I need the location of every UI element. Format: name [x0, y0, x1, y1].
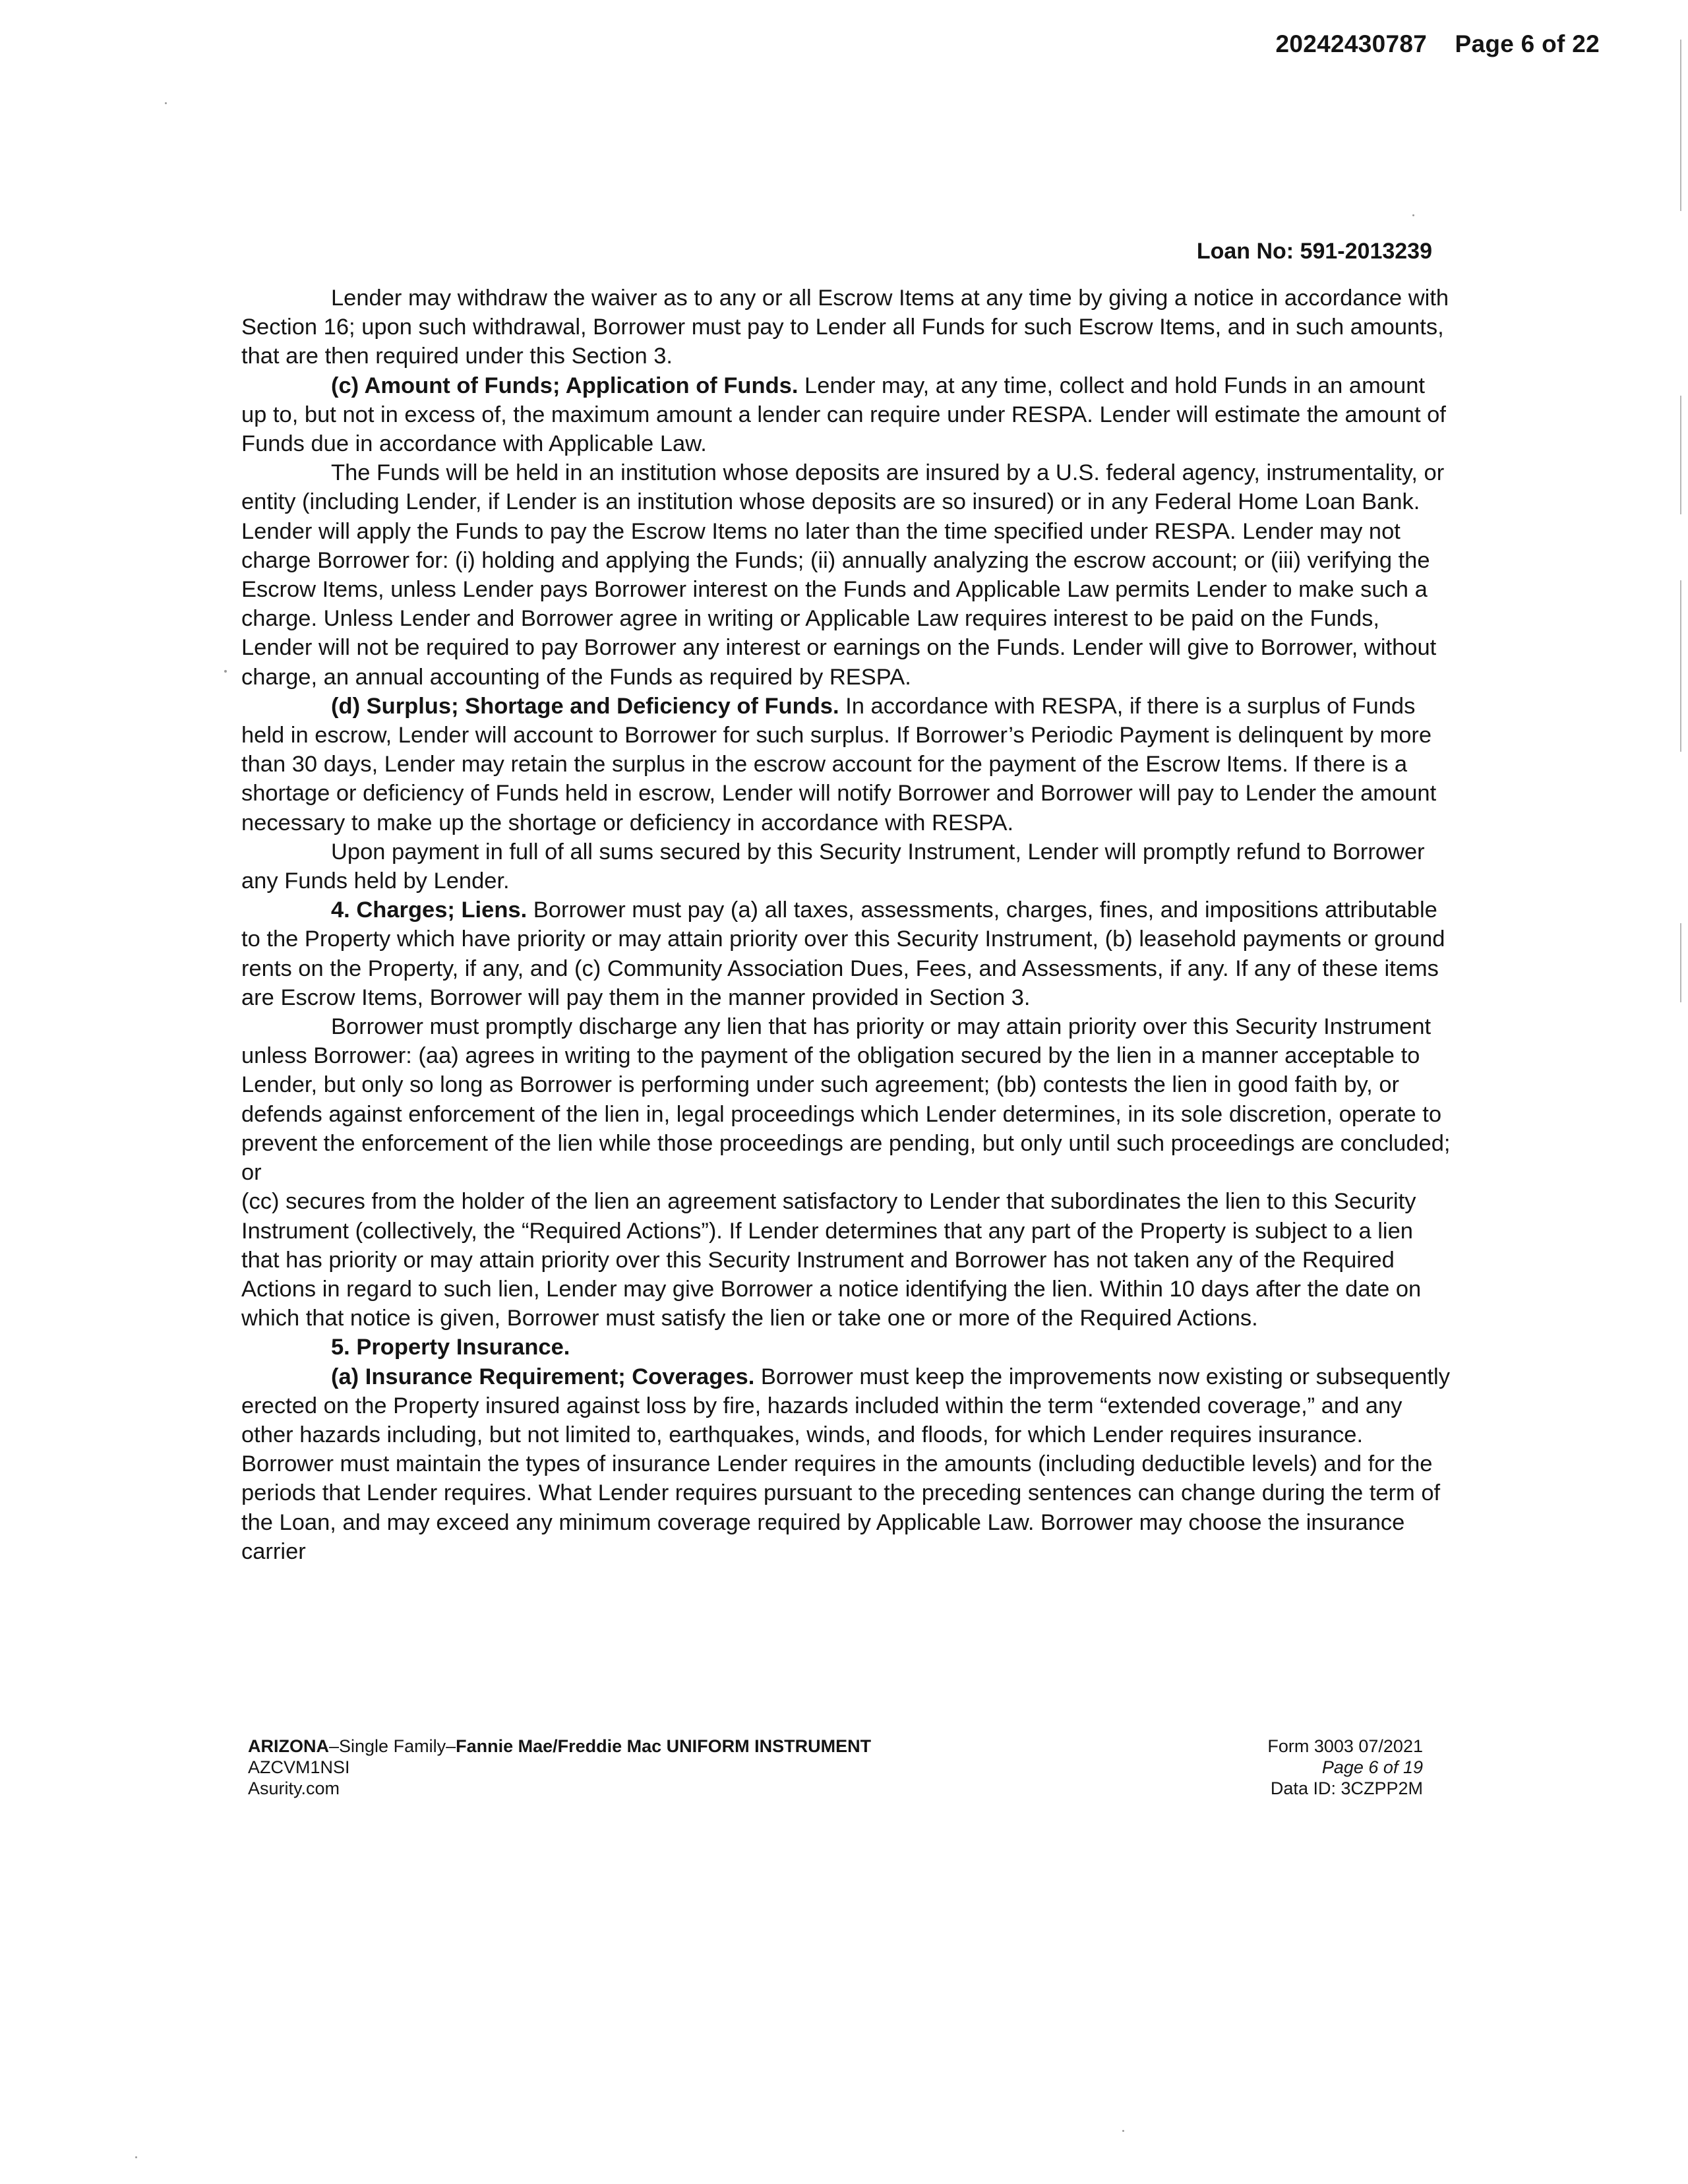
paragraph-charges-liens: 4. Charges; Liens. Borrower must pay (a) all taxes, assessments, charges, fines, and impositions attributable to the Property which have priority or may attain priority over this Security Instrument, (b) leasehold payments or ground rents on the Property, if any, and (c) Community Association Dues, Fees, and Assessments, if any. If any of these items are Escrow Items, Borrower will pay them in the manner provided in Section 3. — [241, 897, 1445, 1010]
footer-form-page: Page 6 of 19 — [1321, 1757, 1423, 1777]
section-heading: (a) Insurance Requirement; Coverages. — [331, 1364, 755, 1389]
paragraph-property-insurance-heading — [241, 1333, 1456, 1362]
recording-number: 20242430787 — [1275, 30, 1428, 57]
section-heading: 5. Property Insurance. — [331, 1335, 570, 1360]
paragraph-waiver-withdrawal: Lender may withdraw the waiver as to any or all Escrow Items at any time by giving a notice in accordance with Section 16; upon such withdrawal, Borrower must pay to Lender all Funds for such Escrow Items, and in such amounts, that are then required under this Section 3. — [241, 286, 1449, 369]
scan-speck — [1412, 214, 1414, 216]
loan-number: Loan No: 591-2013239 — [1196, 239, 1432, 264]
paragraph-discharge-lien: Borrower must promptly discharge any lien that has priority or may attain priority over this Security Instrument unless Borrower: (aa) agrees in writing to the payment of the obligation secured by the lien in a manner acceptable to Lender, but only so long as Borrower is performing under such agreement; (bb) contests the lien in good faith by, or defends against enforcement of the lien in, legal proceedings which Lender determines, in its sole discretion, operate to prevent the enforcement of the lien while those proceedings are pending, but only until such proceedings are concluded; or — [241, 1014, 1451, 1186]
scan-edge-mark — [1680, 580, 1681, 752]
footer-form-number: Form 3003 07/2021 — [1267, 1736, 1423, 1756]
recording-header — [1275, 30, 1600, 58]
footer-website: Asurity.com — [248, 1778, 340, 1798]
scan-speck — [135, 2156, 137, 2158]
page-label: Page 6 of 22 — [1455, 30, 1600, 57]
footer-form-info — [1267, 1736, 1423, 1799]
paragraph-surplus-shortage: (d) Surplus; Shortage and Deficiency of Funds. In accordance with RESPA, if there is a surplus of Funds held in escrow, Lender will account to Borrower for such surplus. If Borrower’s Periodic Payment is delinquent by more than 30 days, Lender may retain the surplus in the escrow account for the payment of the Escrow Items. If there is a shortage or deficiency of Funds held in escrow, Lender will notify Borrower and Borrower will pay to Lender the amount necessary to make up the shortage or deficiency in accordance with RESPA. — [241, 693, 1437, 835]
scan-speck — [165, 102, 167, 104]
scan-speck — [224, 670, 227, 673]
scan-edge-mark — [1680, 923, 1681, 1002]
paragraph-required-actions: (cc) secures from the holder of the lien an agreement satisfactory to Lender that subordinates the lien to this Security Instrument (collectively, the “Required Actions”). If Lender determines that any part of the Property is subject to a lien that has priority or may attain priority over this Security Instrument and Borrower has not taken any of the Required Actions in regard to such lien, Lender may give Borrower a notice identifying the lien. Within 10 days after the date on which that notice is given, Borrower must satisfy the lien or take one or more of the Required Actions. — [241, 1189, 1422, 1331]
document-body — [241, 284, 1456, 1566]
section-heading: (d) Surplus; Shortage and Deficiency of Funds. — [331, 693, 839, 719]
section-heading: 4. Charges; Liens. — [331, 897, 528, 923]
footer-instrument-line: ARIZONA–Single Family–Fannie Mae/Freddie Mac UNIFORM INSTRUMENT — [248, 1736, 872, 1756]
section-heading: (c) Amount of Funds; Application of Funds. — [331, 373, 799, 398]
paragraph-funds-held: The Funds will be held in an institution whose deposits are insured by a U.S. federal agency, instrumentality, or entity (including Lender, if Lender is an institution whose deposits are so insured) or in any Federal Home Loan Bank. Lender will apply the Funds to pay the Escrow Items no later than the time specified under RESPA. Lender may not charge Borrower for: (i) holding and applying the Funds; (ii) annually analyzing the escrow account; or (iii) verifying the Escrow Items, unless Lender pays Borrower interest on the Funds and Applicable Law permits Lender to make such a charge. Unless Lender and Borrower agree in writing or Applicable Law requires interest to be paid on the Funds, Lender will not be required to pay Borrower any interest or earnings on the Funds. Lender will give to Borrower, without charge, an annual accounting of the Funds as required by RESPA. — [241, 460, 1445, 690]
paragraph-refund: Upon payment in full of all sums secured by this Security Instrument, Lender will promptly refund to Borrower any Funds held by Lender. — [241, 839, 1425, 894]
paragraph-amount-of-funds: (c) Amount of Funds; Application of Funds. Lender may, at any time, collect and hold Funds in an amount up to, but not in excess of, the maximum amount a lender can require under RESPA. Lender will estimate the amount of Funds due in accordance with Applicable Law. — [241, 373, 1446, 457]
paragraph-insurance-requirement: (a) Insurance Requirement; Coverages. Borrower must keep the improvements now existing or subsequently erected on the Property insured against loss by fire, hazards included within the term “extended coverage,” and any other hazards including, but not limited to, earthquakes, winds, and floods, for which Lender requires insurance. Borrower must maintain the types of insurance Lender requires in the amounts (including deductible levels) and for the periods that Lender requires. What Lender requires pursuant to the preceding sentences can change during the term of the Loan, and may exceed any minimum coverage required by Applicable Law. Borrower may choose the insurance carrier — [241, 1364, 1450, 1564]
footer-data-id: Data ID: 3CZPP2M — [1270, 1778, 1423, 1798]
scan-edge-mark — [1680, 396, 1681, 514]
footer-form-code: AZCVM1NSI — [248, 1757, 350, 1777]
footer-form-identity — [248, 1736, 871, 1799]
scan-speck — [1122, 2130, 1124, 2132]
scan-edge-mark — [1680, 40, 1681, 211]
